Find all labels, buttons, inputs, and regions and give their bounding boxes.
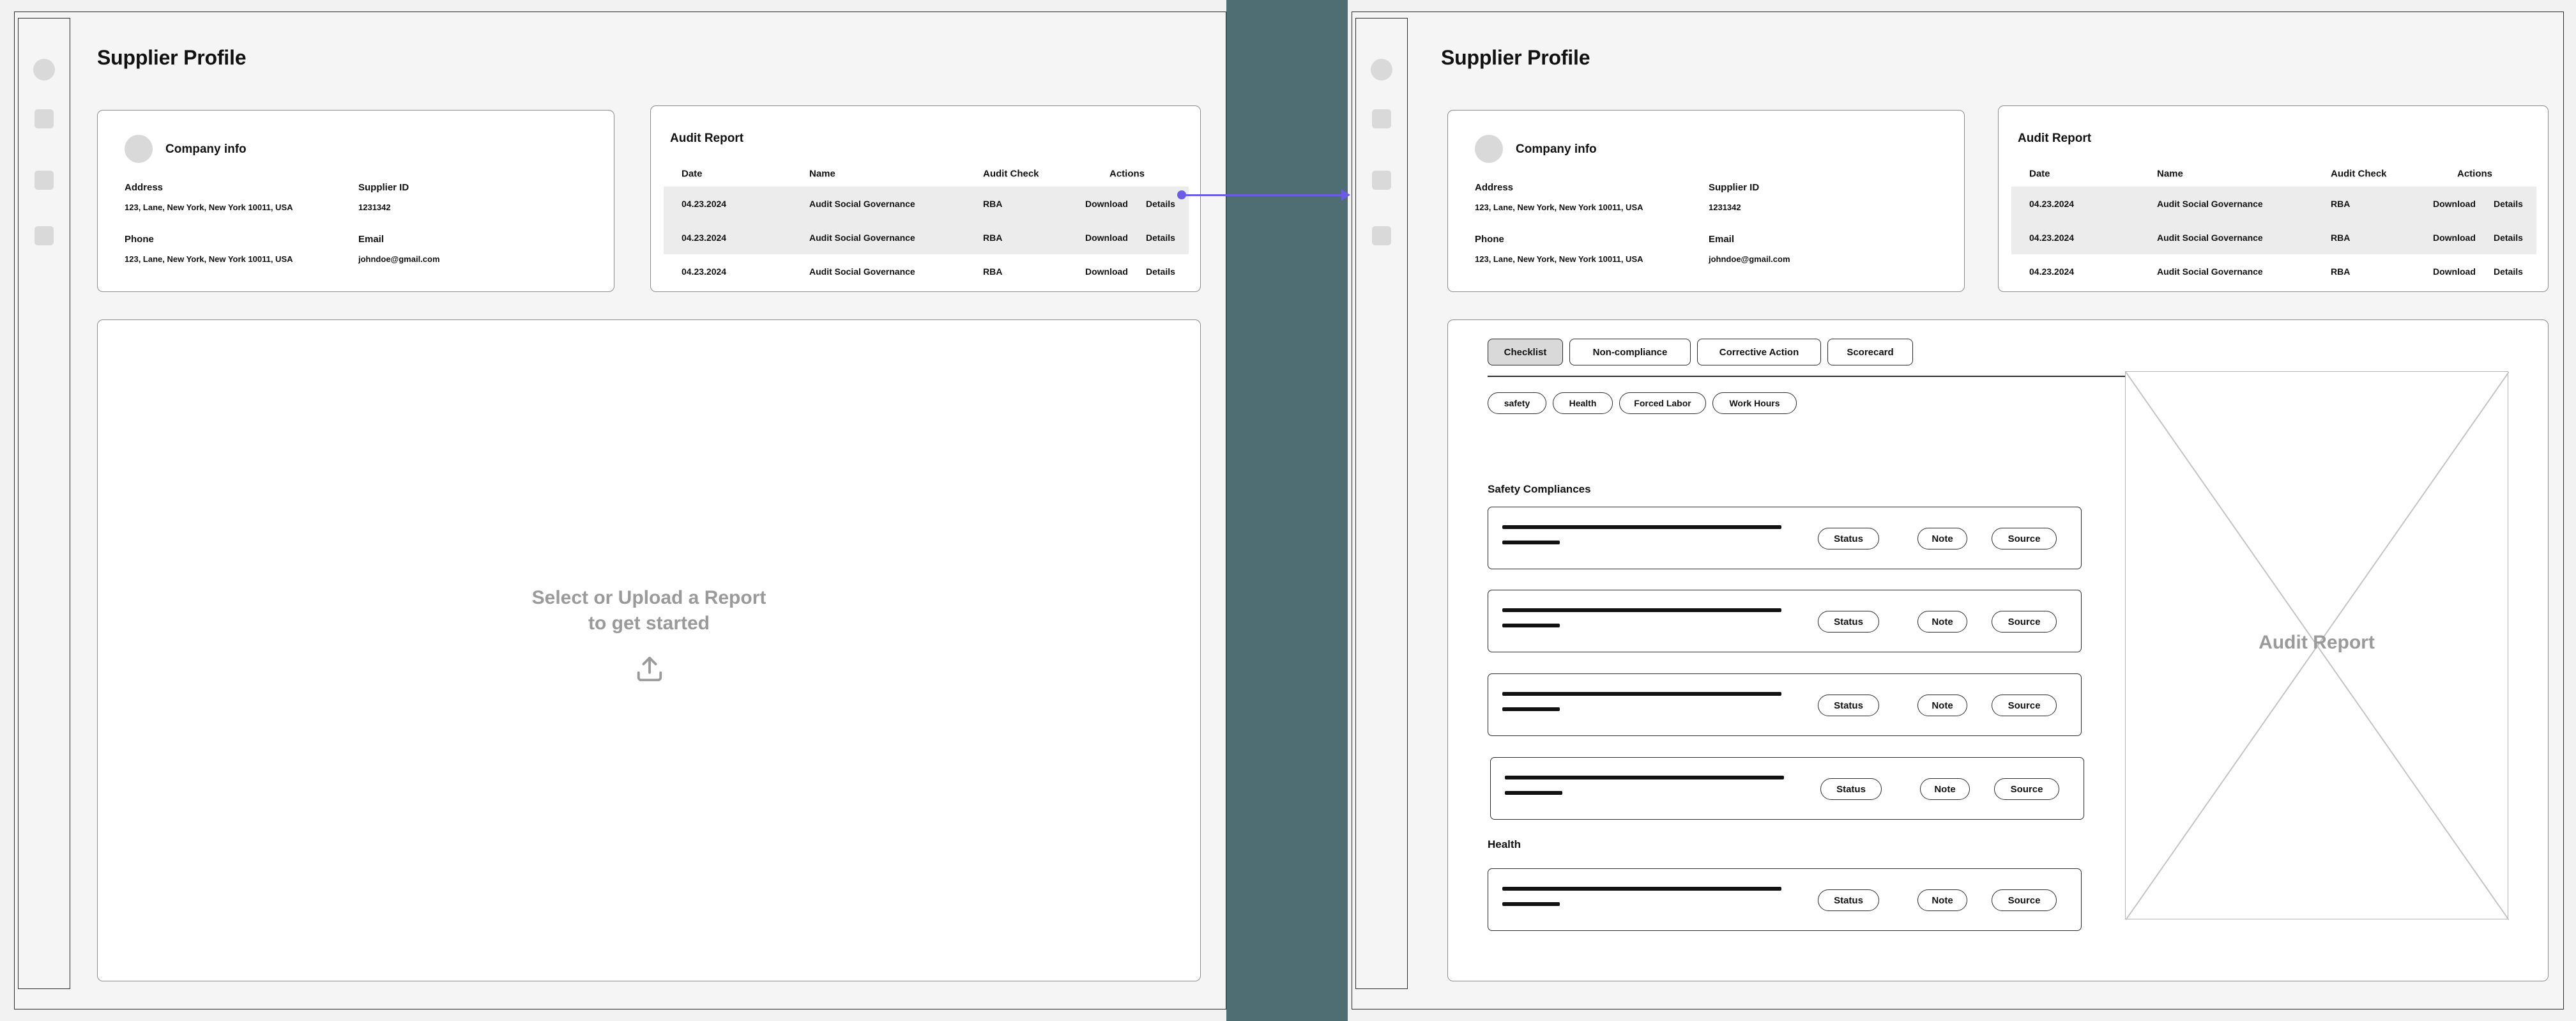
note-button[interactable] bbox=[1917, 611, 1967, 633]
cell-audit-check: RBA bbox=[2331, 266, 2351, 277]
cell-audit-check: RBA bbox=[2331, 232, 2351, 243]
status-button[interactable] bbox=[1818, 528, 1879, 549]
button-label: Source bbox=[2008, 700, 2041, 711]
tab-non-compliance[interactable] bbox=[1569, 339, 1691, 365]
button-label: Source bbox=[2008, 894, 2041, 906]
preview-label: Audit Report bbox=[2259, 632, 2375, 653]
text-placeholder-line bbox=[1502, 902, 1560, 906]
button-label: Status bbox=[1834, 894, 1863, 906]
text-placeholder-line bbox=[1502, 541, 1560, 544]
checklist-item[interactable] bbox=[1488, 507, 2082, 569]
button-label: Source bbox=[2008, 616, 2041, 627]
cell-date: 04.23.2024 bbox=[2029, 232, 2075, 243]
download-link[interactable]: Download bbox=[2433, 266, 2476, 277]
sidebar-avatar[interactable] bbox=[1371, 59, 1392, 81]
table-header-row bbox=[664, 161, 1189, 187]
source-button[interactable] bbox=[1992, 695, 2057, 716]
source-button[interactable] bbox=[1992, 889, 2057, 911]
table-row[interactable] bbox=[2011, 220, 2536, 254]
table-row[interactable] bbox=[664, 220, 1189, 254]
supplier-id-label: Supplier ID bbox=[1709, 182, 1760, 193]
supplier-id-value: 1231342 bbox=[358, 203, 391, 212]
download-link[interactable]: Download bbox=[2433, 198, 2476, 209]
text-placeholder-line bbox=[1502, 692, 1781, 696]
table-row[interactable] bbox=[664, 254, 1189, 288]
right-sidebar-rail[interactable] bbox=[1355, 18, 1408, 989]
address-value: 123, Lane, New York, New York 10011, USA bbox=[1475, 203, 1643, 212]
phone-label: Phone bbox=[125, 234, 154, 245]
tab-scorecard[interactable] bbox=[1827, 339, 1913, 365]
col-actions: Actions bbox=[2457, 168, 2493, 180]
table-header-row bbox=[2011, 161, 2536, 187]
sidebar-item-2[interactable] bbox=[34, 171, 54, 190]
filter-label: safety bbox=[1504, 398, 1530, 408]
company-avatar bbox=[125, 135, 153, 163]
filter-chip-safety[interactable] bbox=[1488, 392, 1546, 414]
upload-headline-2: to get started bbox=[588, 613, 710, 634]
status-button[interactable] bbox=[1820, 778, 1882, 800]
button-label: Status bbox=[1836, 783, 1866, 795]
cell-name: Audit Social Governance bbox=[2157, 198, 2263, 209]
audit-report-card bbox=[650, 105, 1201, 292]
sidebar-item-3[interactable] bbox=[34, 226, 54, 245]
button-label: Source bbox=[2010, 783, 2043, 795]
button-label: Note bbox=[1932, 894, 1953, 906]
tabs-underline bbox=[1488, 376, 2227, 377]
address-label: Address bbox=[1475, 182, 1514, 193]
supplier-id-value: 1231342 bbox=[1709, 203, 1741, 212]
upload-drop-panel[interactable] bbox=[97, 319, 1201, 981]
flow-arrow-head bbox=[1341, 189, 1350, 201]
sidebar-item-1[interactable] bbox=[1372, 109, 1391, 128]
divider-band bbox=[1226, 0, 1348, 1021]
report-preview-placeholder[interactable] bbox=[2125, 371, 2508, 919]
text-placeholder-line bbox=[1502, 525, 1781, 529]
source-button[interactable] bbox=[1994, 778, 2059, 800]
checklist-item[interactable] bbox=[1488, 868, 2082, 931]
cell-date: 04.23.2024 bbox=[682, 266, 727, 277]
cell-audit-check: RBA bbox=[2331, 198, 2351, 209]
filter-label: Work Hours bbox=[1729, 398, 1780, 408]
details-link[interactable]: Details bbox=[2494, 198, 2523, 209]
sidebar-avatar[interactable] bbox=[33, 59, 55, 81]
source-button[interactable] bbox=[1992, 611, 2057, 633]
cell-name: Audit Social Governance bbox=[809, 232, 915, 243]
company-avatar bbox=[1475, 135, 1503, 163]
cell-date: 04.23.2024 bbox=[682, 198, 727, 209]
sidebar-item-1[interactable] bbox=[34, 109, 54, 128]
details-link[interactable]: Details bbox=[1146, 266, 1175, 277]
col-name: Name bbox=[809, 168, 835, 180]
button-label: Note bbox=[1932, 616, 1953, 627]
text-placeholder-line bbox=[1502, 608, 1781, 612]
flow-arrow-line bbox=[1185, 194, 1345, 196]
cell-date: 04.23.2024 bbox=[682, 232, 727, 243]
button-label: Status bbox=[1834, 700, 1863, 711]
section-title-health: Health bbox=[1488, 838, 1521, 850]
filter-chip-forced-labor[interactable] bbox=[1619, 392, 1706, 414]
cell-audit-check: RBA bbox=[983, 266, 1003, 277]
note-button[interactable] bbox=[1920, 778, 1970, 800]
button-label: Note bbox=[1932, 533, 1953, 544]
left-sidebar-rail[interactable] bbox=[18, 18, 70, 989]
download-link[interactable]: Download bbox=[1085, 198, 1128, 209]
tab-label: Scorecard bbox=[1847, 346, 1894, 358]
col-name: Name bbox=[2157, 168, 2183, 180]
company-info-card bbox=[97, 110, 614, 292]
supplier-id-label: Supplier ID bbox=[358, 182, 409, 193]
email-label: Email bbox=[358, 234, 385, 245]
col-actions: Actions bbox=[1109, 168, 1145, 180]
filter-label: Health bbox=[1569, 398, 1597, 408]
status-button[interactable] bbox=[1818, 611, 1879, 633]
email-value: johndoe@gmail.com bbox=[1709, 254, 1790, 264]
phone-label: Phone bbox=[1475, 234, 1504, 245]
audit-report-card bbox=[1998, 105, 2549, 292]
email-value: johndoe@gmail.com bbox=[358, 254, 440, 264]
button-label: Source bbox=[2008, 533, 2041, 544]
button-label: Note bbox=[1934, 783, 1956, 795]
text-placeholder-line bbox=[1502, 624, 1560, 627]
company-info-heading: Company info bbox=[1516, 142, 1597, 156]
col-date: Date bbox=[682, 168, 703, 180]
cell-date: 04.23.2024 bbox=[2029, 266, 2075, 277]
tab-corrective-action[interactable] bbox=[1697, 339, 1821, 365]
download-link[interactable]: Download bbox=[2433, 232, 2476, 243]
audit-report-title: Audit Report bbox=[670, 132, 744, 145]
tab-label: Non-compliance bbox=[1592, 346, 1668, 358]
cell-name: Audit Social Governance bbox=[809, 266, 915, 277]
cell-name: Audit Social Governance bbox=[2157, 266, 2263, 277]
tab-label: Checklist bbox=[1504, 346, 1547, 358]
company-info-card bbox=[1447, 110, 1965, 292]
section-title-safety: Safety Compliances bbox=[1488, 483, 1591, 495]
download-link[interactable]: Download bbox=[1085, 266, 1128, 277]
page-title: Supplier Profile bbox=[1441, 46, 1590, 69]
tab-checklist[interactable] bbox=[1488, 339, 1563, 365]
sidebar-item-2[interactable] bbox=[1372, 171, 1391, 190]
address-value: 123, Lane, New York, New York 10011, USA bbox=[125, 203, 293, 212]
note-button[interactable] bbox=[1917, 889, 1967, 911]
button-label: Status bbox=[1834, 616, 1863, 627]
details-link[interactable]: Details bbox=[2494, 266, 2523, 277]
download-link[interactable]: Download bbox=[1085, 232, 1128, 243]
button-label: Status bbox=[1834, 533, 1863, 544]
cell-audit-check: RBA bbox=[983, 232, 1003, 243]
checklist-panel bbox=[1447, 319, 2549, 981]
checklist-item[interactable] bbox=[1490, 757, 2084, 820]
status-button[interactable] bbox=[1818, 695, 1879, 716]
details-link[interactable]: Details bbox=[1146, 232, 1175, 243]
filter-chip-work-hours[interactable] bbox=[1712, 392, 1797, 414]
phone-value: 123, Lane, New York, New York 10011, USA bbox=[125, 254, 293, 264]
sidebar-item-3[interactable] bbox=[1372, 226, 1391, 245]
audit-report-table bbox=[2011, 161, 2536, 288]
status-button[interactable] bbox=[1818, 889, 1879, 911]
cell-date: 04.23.2024 bbox=[2029, 198, 2075, 209]
tab-label: Corrective Action bbox=[1719, 346, 1799, 358]
filter-chip-health[interactable] bbox=[1553, 392, 1613, 414]
col-audit-check: Audit Check bbox=[2331, 168, 2387, 180]
audit-report-title: Audit Report bbox=[2018, 132, 2092, 145]
audit-report-table bbox=[664, 161, 1189, 288]
checklist-item[interactable] bbox=[1488, 590, 2082, 652]
filter-label: Forced Labor bbox=[1634, 398, 1691, 408]
cell-audit-check: RBA bbox=[983, 198, 1003, 209]
text-placeholder-line bbox=[1505, 791, 1562, 795]
col-date: Date bbox=[2029, 168, 2050, 180]
email-label: Email bbox=[1709, 234, 1735, 245]
company-info-heading: Company info bbox=[165, 142, 247, 156]
upload-icon[interactable] bbox=[635, 654, 664, 684]
text-placeholder-line bbox=[1505, 776, 1784, 779]
table-row[interactable] bbox=[2011, 187, 2536, 220]
upload-headline-1: Select or Upload a Report bbox=[531, 587, 766, 608]
cell-name: Audit Social Governance bbox=[2157, 232, 2263, 243]
page-title: Supplier Profile bbox=[97, 46, 247, 69]
note-button[interactable] bbox=[1917, 695, 1967, 716]
text-placeholder-line bbox=[1502, 707, 1560, 711]
address-label: Address bbox=[125, 182, 164, 193]
table-row[interactable] bbox=[2011, 254, 2536, 288]
cell-name: Audit Social Governance bbox=[809, 198, 915, 209]
checklist-item[interactable] bbox=[1488, 673, 2082, 736]
text-placeholder-line bbox=[1502, 887, 1781, 891]
details-link[interactable]: Details bbox=[1146, 198, 1175, 209]
source-button[interactable] bbox=[1992, 528, 2057, 549]
button-label: Note bbox=[1932, 700, 1953, 711]
phone-value: 123, Lane, New York, New York 10011, USA bbox=[1475, 254, 1643, 264]
details-link[interactable]: Details bbox=[2494, 232, 2523, 243]
note-button[interactable] bbox=[1917, 528, 1967, 549]
col-audit-check: Audit Check bbox=[983, 168, 1039, 180]
table-row[interactable] bbox=[664, 187, 1189, 220]
